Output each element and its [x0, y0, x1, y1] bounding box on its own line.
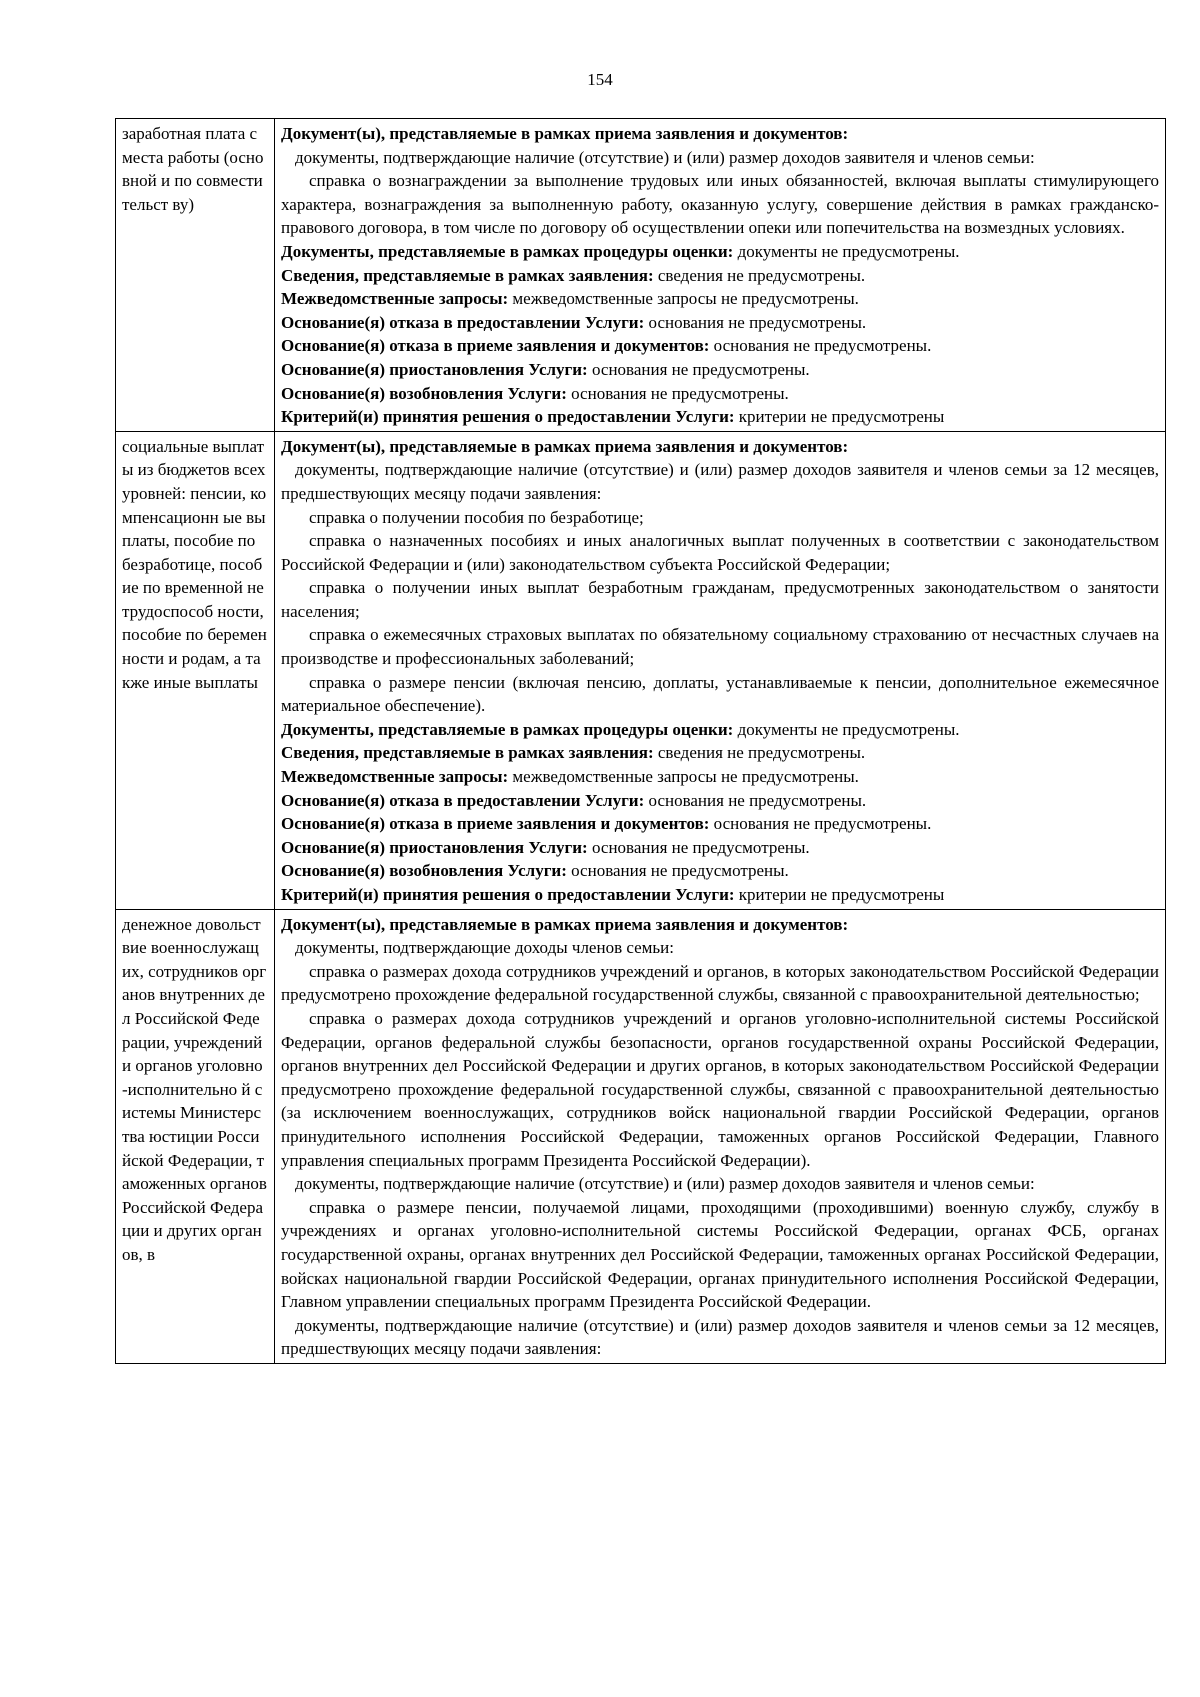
- requirement-paragraph: [281, 1196, 1159, 1314]
- requirement-heading: Критерий(и) принятия решения о предоставлении Услуги:: [281, 407, 735, 427]
- requirement-text: основания не предусмотрены.: [587, 837, 810, 857]
- requirement-text: основания не предусмотрены.: [644, 312, 867, 332]
- requirement-paragraph: [281, 576, 1159, 623]
- table-row: [116, 431, 1166, 909]
- requirements-cell: [275, 119, 1166, 432]
- requirement-paragraph: [281, 287, 1159, 311]
- requirement-heading: Основание(я) отказа в предоставлении Услуги:: [281, 790, 645, 810]
- requirement-text: основания не предусмотрены.: [587, 359, 810, 379]
- requirement-text: основания не предусмотрены.: [644, 790, 867, 810]
- page-number: 154: [587, 70, 613, 89]
- requirement-paragraph: [281, 859, 1159, 883]
- requirement-paragraph: [281, 311, 1159, 335]
- requirement-text: документы, подтверждающие наличие (отсутствие) и (или) размер доходов заявителя и членов семьи:: [295, 1174, 1035, 1194]
- requirement-heading: Сведения, представляемые в рамках заявления:: [281, 743, 654, 763]
- requirement-paragraph: [281, 169, 1159, 240]
- requirement-paragraph: [281, 623, 1159, 670]
- requirement-paragraph: [281, 960, 1159, 1007]
- income-documents-table: [115, 118, 1166, 1364]
- income-type-cell: социальные выплаты из бюджетов всех уровней: пенсии, компенсационн ые выплаты, пособие по безработице, пособие по временной нетрудоспособ ности, пособие по беременности и родам, а также иные выплаты: [116, 431, 275, 909]
- requirement-paragraph: [281, 812, 1159, 836]
- table-body: [116, 119, 1166, 1364]
- requirement-text: основания не предусмотрены.: [709, 336, 932, 356]
- requirement-text: справка о вознаграждении за выполнение трудовых или иных обязанностей, включая выплаты стимулирующего характера, вознаграждения за выполненную работу, оказанную услугу, совершение действия в рамках гражданско-правового договора, в том числе по договору об осуществлении опеки или попечительства на возмездных условиях.: [281, 171, 1159, 238]
- requirement-heading: Документ(ы), представляемые в рамках приема заявления и документов:: [281, 436, 849, 456]
- requirement-paragraph: [281, 334, 1159, 358]
- requirement-heading: Основание(я) отказа в предоставлении Услуги:: [281, 312, 645, 332]
- requirement-heading: Основание(я) возобновления Услуги:: [281, 383, 567, 403]
- requirement-text: документы, подтверждающие наличие (отсутствие) и (или) размер доходов заявителя и членов семьи за 12 месяцев, предшествующих месяцу подачи заявления:: [281, 1315, 1159, 1359]
- requirement-paragraph: [281, 506, 1159, 530]
- requirement-paragraph: [281, 435, 1159, 459]
- requirements-cell: [275, 431, 1166, 909]
- requirements-cell: [275, 909, 1166, 1363]
- requirement-paragraph: [281, 913, 1159, 937]
- income-type-cell: заработная плата с места работы (основной и по совместительст ву): [116, 119, 275, 432]
- requirement-paragraph: [281, 789, 1159, 813]
- requirement-heading: Основание(я) приостановления Услуги:: [281, 359, 588, 379]
- requirement-text: документы не предусмотрены.: [733, 719, 960, 739]
- requirement-paragraph: [281, 146, 1159, 170]
- requirement-paragraph: [281, 883, 1159, 907]
- table-row: [116, 119, 1166, 432]
- requirement-paragraph: [281, 1172, 1159, 1196]
- requirement-text: документы, подтверждающие наличие (отсутствие) и (или) размер доходов заявителя и членов семьи за 12 месяцев, предшествующих месяцу подачи заявления:: [281, 460, 1159, 503]
- requirement-heading: Документ(ы), представляемые в рамках приема заявления и документов:: [281, 914, 849, 934]
- requirement-heading: Документы, представляемые в рамках процедуры оценки:: [281, 241, 734, 261]
- requirement-text: межведомственные запросы не предусмотрены.: [508, 289, 859, 309]
- requirement-heading: Основание(я) возобновления Услуги:: [281, 861, 567, 881]
- requirement-paragraph: [281, 765, 1159, 789]
- table-row: [116, 909, 1166, 1363]
- requirement-text: справка о ежемесячных страховых выплатах по обязательному социальному страхованию от несчастных случаев на производстве и профессиональных заболеваний;: [281, 625, 1159, 669]
- requirement-text: основания не предусмотрены.: [709, 814, 932, 834]
- requirement-text: критерии не предусмотрены: [734, 885, 945, 904]
- requirement-text: справка о получении пособия по безработице;: [309, 507, 644, 527]
- requirement-text: справка о размере пенсии, получаемой лицами, проходящими (проходившими) военную службу, службу в учреждениях и органах уголовно-исполнительной системы Российской Федерации, органах ФСБ, органах государственной охраны, органах внутренних дел Российской Федерации, таможенных органах Российской Федерации, войсках национальной гвардии Российской Федерации, органах принудительного исполнения Российской Федерации, Главном управлении специальных программ Президента Российской Федерации.: [281, 1197, 1159, 1312]
- requirement-text: справка о назначенных пособиях и иных аналогичных выплат полученных в соответствии с законодательством Российской Федерации и (или) законодательством субъекта Российской Федерации;: [281, 531, 1159, 574]
- requirement-heading: Межведомственные запросы:: [281, 767, 509, 787]
- requirement-text: сведения не предусмотрены.: [653, 743, 866, 763]
- requirement-text: справка о размерах дохода сотрудников учреждений и органов уголовно-исполнительной системы Российской Федерации, органов федеральной службы безопасности, органов государственной охраны Российской Федерации, органов внутренних дел Российской Федерации и других органов, в которых законодательством Российской Федерации предусмотрено прохождение федеральной государственной службы, связанной с правоохранительной деятельностью (за исключением военнослужащих, сотрудников войск национальной гвардии Российской Федерации, органов принудительного исполнения Российской Федерации, таможенных органов Российской Федерации, Главного управления специальных программ Президента Российской Федерации).: [281, 1008, 1159, 1170]
- requirement-paragraph: [281, 1007, 1159, 1172]
- requirement-heading: Межведомственные запросы:: [281, 289, 509, 309]
- requirement-text: критерии не предусмотрены: [734, 407, 945, 427]
- requirement-paragraph: [281, 741, 1159, 765]
- requirement-paragraph: [281, 240, 1159, 264]
- requirement-heading: Основание(я) отказа в приеме заявления и документов:: [281, 814, 710, 834]
- requirement-heading: Документ(ы), представляемые в рамках приема заявления и документов:: [281, 124, 849, 143]
- requirement-text: документы, подтверждающие наличие (отсутствие) и (или) размер доходов заявителя и членов семьи:: [295, 147, 1035, 167]
- requirement-heading: Документы, представляемые в рамках процедуры оценки:: [281, 719, 734, 739]
- requirement-paragraph: [281, 836, 1159, 860]
- requirement-text: справка о размере пенсии (включая пенсию, доплаты, устанавливаемые к пенсии, дополнительное ежемесячное материальное обеспечение).: [281, 672, 1159, 716]
- requirement-heading: Сведения, представляемые в рамках заявления:: [281, 265, 654, 285]
- requirement-text: документы не предусмотрены.: [733, 241, 960, 261]
- requirement-heading: Основание(я) приостановления Услуги:: [281, 837, 588, 857]
- requirement-text: справка о получении иных выплат безработным гражданам, предусмотренных законодательством о занятости населения;: [281, 578, 1159, 621]
- requirement-paragraph: [281, 122, 1159, 146]
- income-type-cell: денежное довольствие военнослужащ их, сотрудников органов внутренних дел Российской Федерации, учреждений и органов уголовно-исполнительно й системы Министерства юстиции Российской Федерации, таможенных органов Российской Федерации и других органов, в: [116, 909, 275, 1363]
- requirement-text: документы, подтверждающие доходы членов семьи:: [295, 938, 674, 958]
- requirement-paragraph: [281, 671, 1159, 718]
- requirement-paragraph: [281, 718, 1159, 742]
- requirement-paragraph: [281, 358, 1159, 382]
- requirement-paragraph: [281, 382, 1159, 406]
- requirement-text: основания не предусмотрены.: [566, 861, 789, 881]
- requirement-text: справка о размерах дохода сотрудников учреждений и органов, в которых законодательством Российской Федерации предусмотрено прохождение федеральной государственной службы, связанной с правоохранительной деятельностью;: [281, 961, 1159, 1005]
- requirement-text: сведения не предусмотрены.: [653, 265, 866, 285]
- requirement-paragraph: [281, 1314, 1159, 1361]
- requirement-paragraph: [281, 458, 1159, 505]
- requirement-paragraph: [281, 405, 1159, 429]
- requirement-paragraph: [281, 264, 1159, 288]
- requirement-text: основания не предусмотрены.: [566, 383, 789, 403]
- requirement-text: межведомственные запросы не предусмотрены.: [508, 767, 859, 787]
- requirement-paragraph: [281, 936, 1159, 960]
- requirement-heading: Критерий(и) принятия решения о предоставлении Услуги:: [281, 885, 735, 904]
- requirement-heading: Основание(я) отказа в приеме заявления и документов:: [281, 336, 710, 356]
- requirement-paragraph: [281, 529, 1159, 576]
